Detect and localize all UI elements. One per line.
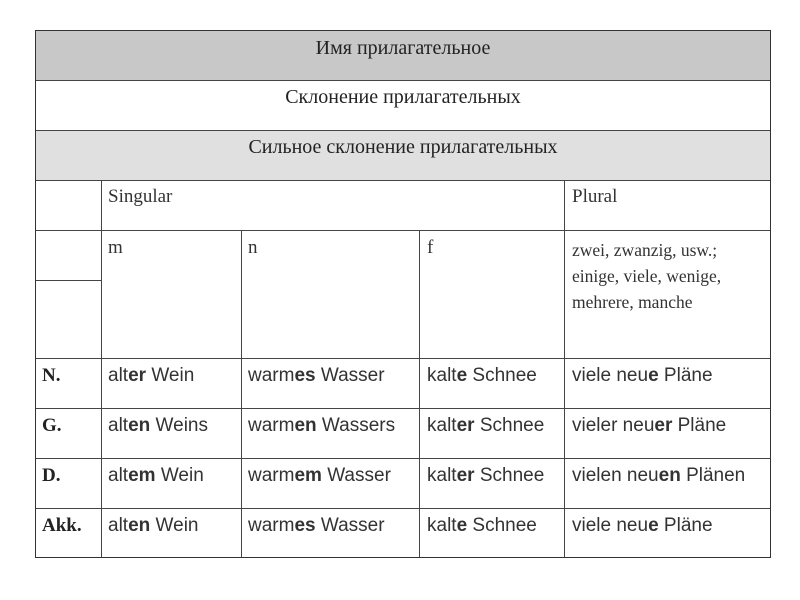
plural-note-line: einige, viele, wenige,: [572, 266, 722, 286]
subtitle: Склонение прилагательных: [285, 86, 521, 108]
section-cell: [36, 130, 770, 180]
divider: [36, 358, 770, 359]
form-m: alten Wein: [108, 515, 199, 536]
gender-f-header: f: [427, 237, 434, 258]
form-m: alter Wein: [108, 365, 195, 386]
form-f: kalter Schnee: [427, 465, 545, 486]
divider: [36, 180, 770, 181]
form-n: warmes Wasser: [248, 515, 385, 536]
form-pl: vielen neuen Plänen: [572, 465, 746, 486]
form-n: warmem Wasser: [248, 465, 391, 486]
divider: [36, 458, 770, 459]
subtitle-cell: [36, 80, 770, 130]
plural-header: Plural: [572, 186, 618, 207]
divider: [36, 508, 770, 509]
form-f: kalter Schnee: [427, 415, 545, 436]
title-cell: [36, 31, 770, 80]
divider: [36, 408, 770, 409]
divider: [564, 180, 565, 557]
form-f: kalte Schnee: [427, 365, 537, 386]
form-pl: viele neue Pläne: [572, 515, 713, 536]
plural-note-line: mehrere, manche: [572, 292, 693, 312]
singular-header: Singular: [108, 186, 173, 207]
plural-note: [572, 237, 772, 315]
form-m: altem Wein: [108, 465, 204, 486]
case-label: G.: [42, 415, 62, 436]
gender-n-header: n: [248, 237, 258, 258]
gender-m-header: m: [108, 237, 123, 258]
form-pl: vieler neuer Pläne: [572, 415, 727, 436]
page-title: Имя прилагательное: [315, 37, 491, 59]
divider: [241, 230, 242, 557]
divider: [36, 130, 770, 131]
case-label: D.: [42, 465, 61, 486]
case-label: N.: [42, 365, 61, 386]
divider: [36, 280, 101, 281]
divider: [36, 80, 770, 81]
divider: [36, 230, 770, 231]
form-m: alten Weins: [108, 415, 208, 436]
declension-table: [35, 30, 771, 558]
form-n: warmes Wasser: [248, 365, 385, 386]
divider: [419, 230, 420, 557]
section-title: Сильное склонение прилагательных: [248, 136, 558, 158]
plural-note-line: zwei, zwanzig, usw.;: [572, 240, 718, 260]
case-label: Akk.: [42, 515, 82, 536]
divider: [101, 180, 102, 557]
form-f: kalte Schnee: [427, 515, 537, 536]
form-n: warmen Wassers: [248, 415, 396, 436]
form-pl: viele neue Pläne: [572, 365, 713, 386]
